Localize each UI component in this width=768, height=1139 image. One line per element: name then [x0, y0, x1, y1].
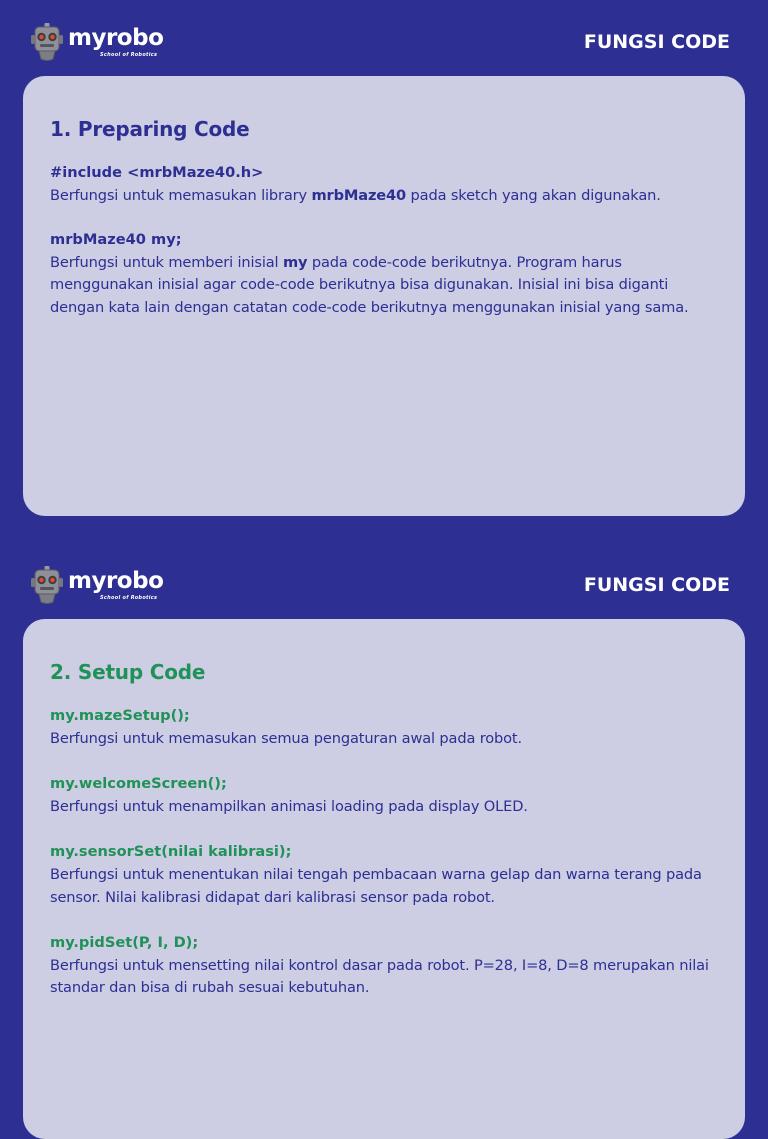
- code-entry: [50, 705, 718, 750]
- header-label: FUNGSI CODE: [583, 574, 730, 596]
- code-description: Berfungsi untuk menampilkan animasi loading pada display OLED.: [50, 797, 528, 815]
- section-title: 2. Setup Code: [50, 660, 206, 684]
- library-name: mrbMaze40: [311, 186, 407, 204]
- code-entry: [50, 229, 718, 319]
- code-snippet: #include <mrbMaze40.h>: [50, 164, 264, 181]
- code-description: Berfungsi untuk memasukan semua pengaturan awal pada robot.: [50, 729, 522, 747]
- code-entry: [50, 773, 718, 818]
- code-snippet: mrbMaze40 my;: [50, 231, 182, 249]
- entry-list: [50, 705, 718, 1000]
- code-description: Berfungsi untuk memberi inisial my pada code-code berikutnya. Program harus menggunakan inisial agar code-code berikutnya bisa digunakan. Inisial ini bisa diganti dengan kata lain dengan catatan code-code berikutnya menggunakan inisial yang sama.: [50, 253, 689, 316]
- code-snippet: my.welcomeScreen();: [50, 775, 227, 793]
- logo-tagline: School of Robotics: [100, 52, 158, 58]
- header-bar: [0, 543, 768, 619]
- code-snippet: my.pidSet(P, I, D);: [50, 934, 199, 952]
- header-bar: [0, 0, 768, 76]
- section-title: 1. Preparing Code: [50, 117, 250, 141]
- content-card: [23, 76, 745, 516]
- content-card: [23, 619, 745, 1139]
- code-entry: [50, 162, 718, 207]
- code-description: Berfungsi untuk mensetting nilai kontrol dasar pada robot. P=28, I=8, D=8 merupakan nilai standar dan bisa di rubah sesuai kebutuhan.: [50, 956, 709, 997]
- logo-tagline: School of Robotics: [100, 595, 158, 601]
- initial-name: my: [282, 253, 308, 271]
- logo-wordmark: myrobo: [68, 25, 164, 51]
- code-entry: [50, 841, 718, 909]
- section-preparing-code: [0, 0, 768, 543]
- section-setup-code: [0, 543, 768, 1024]
- header-label: FUNGSI CODE: [583, 31, 730, 53]
- code-snippet: my.sensorSet(nilai kalibrasi);: [50, 843, 292, 861]
- logo-wordmark: myrobo: [68, 568, 164, 594]
- code-description: Berfungsi untuk menentukan nilai tengah pembacaan warna gelap dan warna terang pada sensor. Nilai kalibrasi didapat dari kalibrasi sensor pada robot.: [50, 865, 702, 906]
- robot-head-icon: [30, 22, 64, 62]
- code-snippet: my.mazeSetup();: [50, 707, 190, 724]
- code-entry: [50, 932, 718, 1000]
- brand-logo: [30, 21, 164, 63]
- robot-head-icon: [30, 565, 64, 605]
- brand-logo: [30, 564, 164, 606]
- entry-list: [50, 162, 718, 320]
- code-description: Berfungsi untuk memasukan library mrbMaze40 pada sketch yang akan digunakan.: [50, 186, 661, 204]
